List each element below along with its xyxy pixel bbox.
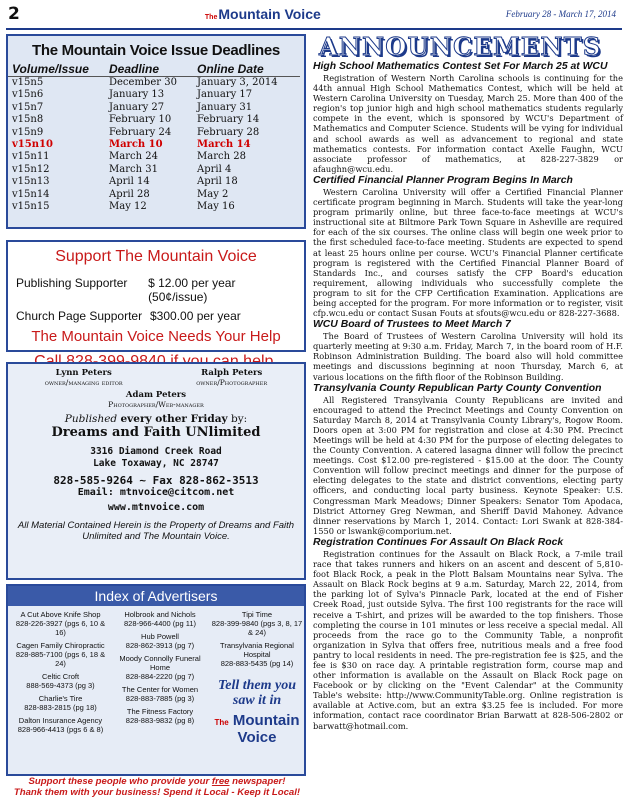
deadline-row: v15n14 April 28 May 2 <box>12 188 229 200</box>
issue-date: February 28 - March 17, 2014 <box>505 9 616 19</box>
article-headline: WCU Board of Trustees to Meet March 7 <box>313 319 511 331</box>
publisher-email[interactable]: Email: mtnvoice@citcom.net <box>77 487 235 498</box>
announcement-article <box>313 537 623 731</box>
announcements-title: ANNOUNCEMENTS <box>319 32 602 61</box>
deadline-row: v15n11 March 24 March 28 <box>12 151 246 163</box>
tell-them-text: Tell them you saw it in <box>217 678 297 708</box>
advertiser-entry: Dalton Insurance Agency 828-966-4413 (pgs 6 & 8) <box>17 716 104 734</box>
advertiser-entry: Cagen Family Chiropractic 828-885-7100 (pgs 6, 18 & 24) <box>15 641 106 668</box>
deadlines-title: The Mountain Voice Issue Deadlines <box>32 42 280 59</box>
advertisers-col-2 <box>111 610 209 746</box>
article-body: Registration of Western North Carolina schools is continuing for the 44th annual High School Mathematics Contest, which will be held at Western Carolina University on Tuesday, March 25. More than 400 of the region's top junior high and high school mathematics students regularly compete in the event, which is sponsored by WCU's Department of Mathematics and Computer Science. Students will be vying for individual and school awards as well as advancement to regional and state mathematics contests. For information contact Axelle Faughn, WCU associate professor of mathematics, at 828-227-3829 or afaughn@wcu.edu. <box>313 73 623 174</box>
article-headline: Registration Continues For Assault On Black Rock <box>313 536 564 548</box>
advertiser-entry: Tipi Time 828-399-9840 (pgs 3, 8, 17 & 24) <box>211 610 303 637</box>
advertisers-col-3 <box>209 610 305 746</box>
deadline-row: v15n12 March 31 April 4 <box>12 163 232 175</box>
announcement-article <box>313 383 623 536</box>
publisher-name: Dreams and Faith UNlimited <box>51 425 261 440</box>
advertisers-title: Index of Advertisers <box>8 586 304 606</box>
staff-lynn: Lynn Peters owner/managing editor <box>44 368 123 387</box>
deadlines-rows <box>8 77 304 213</box>
support-box <box>6 240 306 352</box>
advertiser-entry: Charlie's Tire 828-883-2815 (pg 18) <box>24 694 97 712</box>
announcement-article <box>313 175 623 318</box>
support-title: Support The Mountain Voice <box>55 248 257 265</box>
advertiser-entry: Hub Powell 828-862-3913 (pg 7) <box>125 632 195 650</box>
announcement-article <box>313 319 623 381</box>
publisher-address: 3316 Diamond Creek Road Lake Toxaway, NC 28747 <box>90 446 222 469</box>
deadline-row: v15n15 May 12 May 16 <box>12 201 235 213</box>
article-body: All Registered Transylvania County Republicans are invited and encouraged to attend the Precinct Meetings and County Convention on Saturday March 8, 2014 at Transylvania County Library's, Rogow Room. Doors open at 3:00 PM for registration and close at 4:30 PM. Precinct Meetings will be held at 4:30 PM for the purpose of electing delegates to the County Convention. A catered lasagna dinner will follow the precinct meetings. Cost $12.00 pre-registered - $15.00 at the door. The County Convention will follow precinct meetings and dinner for the purpose of electing delegates to the state and district conventions, electing party officers, and conducting local party business. Keynote Speaker: U.S. Congressman Mark Meadows; Dinner Speakers: Senator Tom Apodaca, District Attorney Greg Newman, and Sheriff David Mahoney. Advance dinner reservations by March 1, 2014. Contact: Lori Swank at 828-384-1550 or lswank@comporium.net. <box>313 394 623 536</box>
mountain-voice-logo: The Mountain Voice <box>214 712 300 746</box>
deadline-row: v15n5 December 30 January 3, 2014 <box>12 77 278 88</box>
advertiser-entry: The Fitness Factory 828-883-9832 (pg 8) <box>125 707 195 725</box>
publisher-phone: 828-585-9264 ~ Fax 828-862-3513 <box>53 474 259 487</box>
deadlines-box <box>6 34 306 229</box>
article-body: The Board of Trustees of Western Carolina University will hold its quarterly meeting at 9:30 a.m. Friday, March 7, in the board room of H.F. Robinson Administration Building. The board also will hold committee meetings and discussions beginning at noon Thursday, March 6, at various locations on the fifth floor of the Robinson Building. <box>313 331 623 382</box>
deadlines-header: Volume/Issue Deadline Online Date <box>8 62 300 77</box>
staff-box <box>6 362 306 580</box>
staff-adam: Adam Peters Photographer/Web-manager <box>108 390 204 409</box>
advertiser-entry: The Center for Women 828-883-7885 (pg 3) <box>121 685 199 703</box>
article-body: Registration continues for the Assault on Black Rock, a 7-mile trail race that takes runners and hikers on an ascent and descent of 5,810-foot Black Rock, a peak in the Plott Balsam Mountains near Sylva. The Assault on Black Rock begins at 9 a.m. Saturday, March 22, 2014, from the parking lot of Sylva's Pinnacle Park, located at the end of Fisher Creek Road, just outside Sylva. The first 100 registrants for the race will receive a T-shirt, and prizes will be awarded to the top finishers. Those completing the course in 101 minutes or less receive a special medal. All proceeds from the race go to the Community Table, a nonprofit organization in Sylva that offers free, nutritious meals and a free food pantry to local residents in need. The pre-registration fee is $25, and the fee is $30 on race day. A printable registration form, course map and other information is available on the Assault on Black Rock page on Facebook or by clicking on the "Event Calendar" at the Community Table's website: http://www.CommunityTable.org. Online registration is available at Active.com, but an extra $3.25 fee is included. For more information, contact race coordinator Brian Barwatt at 828-506-2802 or barwatt@hotmail.com. <box>313 548 623 731</box>
deadline-row: v15n9 February 24 February 28 <box>12 126 260 138</box>
article-body: Western Carolina University will offer a Certified Financial Planner certificate program beginning in March. Students will take the year-long program primarily online, but three face-to-face meetings at WCU's instructional site at Biltmore Park Town Square in Asheville are required for each of the six courses. The online class will begin one week prior to the first scheduled face-to-face meeting. Students are expected to spend at least 25 hours online per course. WCU's Financial Planner certificate program is registered with the Certified Financial Planner Board of Standards Inc., and courses satisfy the CFP Board's education requirement, allowing individuals who successfully complete the program to sit for the CFP Certification Examination. Applications are being accepted for the program. For more information or to register, visit cfp.wcu.edu or contact Susan Fouts at sfouts@wcu.edu or 828-227-3688. <box>313 186 623 319</box>
copyright-notice: All Material Contained Herein is the Property of Dreams and Faith Unlimited and The Mountain Voice. <box>17 520 295 542</box>
advertiser-entry: Moody Connolly Funeral Home 828-884-2220 (pg 7) <box>119 654 201 681</box>
header-divider <box>6 28 622 30</box>
deadline-row: v15n7 January 27 January 31 <box>12 101 253 113</box>
advertiser-entry: Holbrook and Nichols 828-966-4400 (pg 11) <box>124 610 196 628</box>
page-header <box>0 0 628 28</box>
announcement-article <box>313 61 623 174</box>
needs-help-text: The Mountain Voice Needs Your Help <box>31 328 281 345</box>
staff-ralph: Ralph Peters owner/Photographer <box>196 368 268 387</box>
masthead-logo: The Mountain Voice <box>204 6 321 22</box>
advertiser-entry: Transylvania Regional Hospital 828-883-5435 (pg 14) <box>220 641 294 668</box>
article-headline: Certified Financial Planner Program Begins In March <box>313 174 573 186</box>
church-supporter: Church Page Supporter $300.00 per year <box>16 309 241 323</box>
publishing-supporter: Publishing Supporter $ 12.00 per year (50¢/issue) <box>16 276 236 304</box>
publication-frequency: Published every other Friday by: <box>64 413 248 425</box>
advertisers-box <box>6 584 306 776</box>
publisher-website[interactable]: www.mtnvoice.com <box>107 502 205 513</box>
deadline-row: v15n6 January 13 January 17 <box>12 89 253 101</box>
support-footer: Support these people who provide your free newspaper! Thank them with your business! Spend it Local - Keep it Local! <box>13 776 301 798</box>
advertisers-col-1 <box>10 610 111 746</box>
advertiser-entry: A Cut Above Knife Shop 828-226-3927 (pgs 6, 10 & 16) <box>15 610 106 637</box>
article-headline: High School Mathematics Contest Set For March 25 at WCU <box>313 61 608 72</box>
deadline-row: v15n10 March 10 March 14 <box>12 139 251 151</box>
deadline-row: v15n8 February 10 February 14 <box>12 114 260 126</box>
article-headline: Transylvania County Republican Party County Convention <box>313 382 602 394</box>
announcements-column <box>313 34 623 731</box>
deadline-row: v15n13 April 14 April 18 <box>12 176 238 188</box>
advertiser-entry: Celtic Croft 888-569-4373 (pg 3) <box>26 672 95 690</box>
page-number: 2 <box>8 4 20 24</box>
